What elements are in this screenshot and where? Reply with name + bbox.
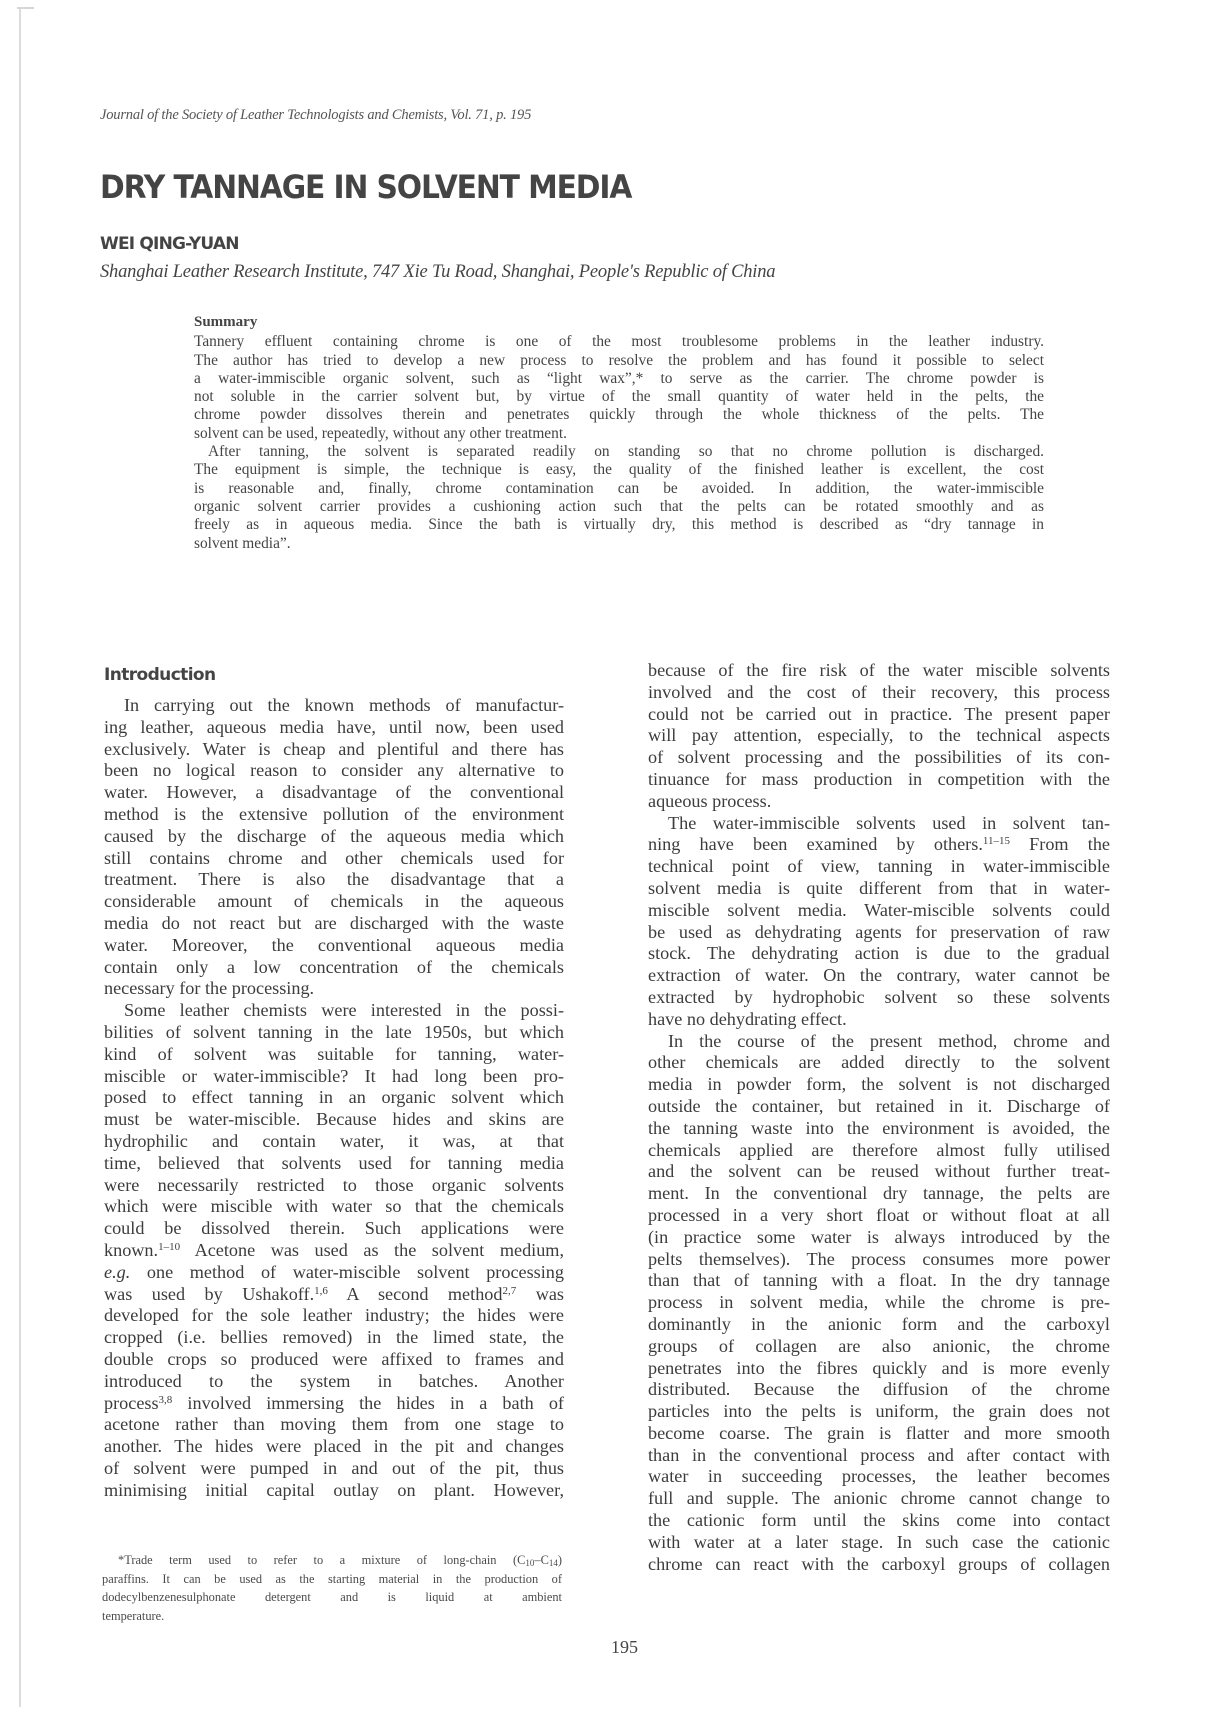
body-line: chemicals applied are therefore almost fully utilised bbox=[648, 1139, 1110, 1160]
citation: 1,6 bbox=[314, 1284, 328, 1297]
body-line: water. However, a disadvantage of the conventional bbox=[104, 782, 564, 803]
citation: 3,8 bbox=[158, 1393, 173, 1406]
body-line: extraction of water. On the contrary, water cannot be bbox=[648, 965, 1110, 986]
body-line: ing leather, aqueous media have, until now, been used bbox=[104, 716, 564, 737]
body-line: media do not react but are discharged with the waste bbox=[104, 912, 564, 933]
body-line: method is the extensive pollution of the environment bbox=[104, 803, 564, 824]
footnote-marker: * bbox=[118, 1553, 125, 1567]
body-line: because of the fire risk of the water miscible solvents bbox=[648, 660, 1110, 680]
body-line: miscible solvent media. Water-miscible solvents could bbox=[648, 899, 1110, 920]
page-number: 195 bbox=[611, 1637, 638, 1657]
body-line: media in powder form, the solvent is not discharged bbox=[648, 1074, 1110, 1095]
summary-line: The equipment is simple, the technique is easy, the quality of the finished leather is excellent, the cost bbox=[194, 461, 1044, 479]
body-line: penetrates into the fibres quickly and is more evenly bbox=[648, 1357, 1110, 1378]
scan-edge-top bbox=[17, 7, 34, 9]
body-text: was bbox=[535, 1283, 564, 1304]
body-line: be used as dehydrating agents for preservation of raw bbox=[648, 921, 1110, 942]
summary-line: organic solvent carrier provides a cushioning action such that the pelts can be rotated smoothly and as bbox=[194, 497, 1044, 515]
summary bbox=[194, 313, 1044, 553]
summary-heading: Summary bbox=[194, 314, 258, 330]
body-line: another. The hides were placed in the pit and changes bbox=[104, 1436, 564, 1457]
citation: 1–10 bbox=[158, 1240, 181, 1253]
body-line: In carrying out the known methods of manufactur- bbox=[124, 695, 564, 715]
body-line: In the course of the present method, chrome and bbox=[668, 1030, 1110, 1051]
journal-citation: Journal of the Society of Leather Technologists and Chemists, Vol. 71, p. 195 bbox=[100, 107, 532, 123]
article-title: DRY TANNAGE IN SOLVENT MEDIA bbox=[100, 168, 632, 206]
body-line: aqueous process. bbox=[648, 790, 772, 811]
footnote-line: paraffins. It can be used as the starting material in the production of bbox=[102, 1571, 562, 1586]
body-line: must be water-miscible. Because hides and skins are bbox=[104, 1109, 564, 1130]
body-line: could not be carried out in practice. The present paper bbox=[648, 703, 1110, 724]
body-line: will pay attention, especially, to the technical aspects bbox=[648, 725, 1110, 746]
summary-line: solvent media”. bbox=[194, 534, 291, 552]
body-line: groups of collagen are also anionic, the chrome bbox=[648, 1335, 1110, 1356]
body-line: extracted by hydrophobic solvent so these solvents bbox=[648, 986, 1110, 1007]
body-line bbox=[648, 834, 1110, 856]
body-text: ning have been examined by others. bbox=[648, 834, 983, 855]
left-column bbox=[104, 695, 564, 1501]
body-line: involved and the cost of their recovery, this process bbox=[648, 681, 1110, 702]
body-text: was used by Ushakoff. bbox=[104, 1283, 315, 1304]
author-affiliation: Shanghai Leather Research Institute, 747 Xie Tu Road, Shanghai, People's Republic of China bbox=[100, 262, 776, 282]
body-text: known. bbox=[104, 1239, 159, 1260]
body-line: the cationic form until the skins come into contact bbox=[648, 1510, 1110, 1531]
footnote-text: ) bbox=[557, 1553, 562, 1567]
body-line: other chemicals are added directly to the solvent bbox=[648, 1052, 1110, 1073]
body-line: than in the conventional process and after contact with bbox=[648, 1444, 1110, 1465]
footnote-line: dodecylbenzenesulphonate detergent and is liquid at ambient bbox=[102, 1590, 562, 1605]
body-line: solvent media is quite different from that in water- bbox=[648, 877, 1110, 898]
body-text: A second method bbox=[346, 1283, 503, 1304]
footnote-text: Trade term used to refer to a mixture of long-chain (C bbox=[124, 1553, 526, 1567]
body-line: technical point of view, tanning in water-immiscible bbox=[648, 856, 1110, 877]
body-line: dominantly in the anionic form and the carboxyl bbox=[648, 1313, 1110, 1334]
body-line: acetone rather than moving them from one stage to bbox=[104, 1414, 564, 1435]
body-line: of solvent were pumped in and out of the pit, thus bbox=[104, 1457, 564, 1478]
body-line: full and supple. The anionic chrome cannot change to bbox=[648, 1488, 1110, 1509]
body-line: were necessarily restricted to those organic solvents bbox=[104, 1174, 564, 1195]
body-line: become coarse. The grain is flatter and more smooth bbox=[648, 1422, 1110, 1443]
footnote-line: temperature. bbox=[102, 1608, 165, 1623]
body-line: time, believed that solvents used for tanning media bbox=[104, 1152, 564, 1173]
body-line: the tanning waste into the environment is avoided, the bbox=[648, 1117, 1110, 1138]
body-line: caused by the discharge of the aqueous media which bbox=[104, 825, 564, 846]
body-line: posed to effect tanning in an organic solvent which bbox=[104, 1087, 564, 1108]
body-line bbox=[104, 1284, 564, 1306]
footnote bbox=[102, 1551, 562, 1625]
body-text: process bbox=[104, 1392, 159, 1413]
scan-edge-left bbox=[19, 7, 21, 1707]
body-line: stock. The dehydrating action is due to the gradual bbox=[648, 943, 1110, 964]
body-line: treatment. There is also the disadvantage that a bbox=[104, 869, 564, 890]
introduction-heading: Introduction bbox=[104, 665, 216, 685]
body-line: Some leather chemists were interested in the possi- bbox=[124, 1000, 564, 1021]
body-line: kind of solvent was suitable for tanning, water- bbox=[104, 1043, 564, 1064]
body-line: water in succeeding processes, the leather becomes bbox=[648, 1466, 1110, 1487]
body-text: e.g. bbox=[104, 1261, 131, 1282]
body-line: ment. In the conventional dry tannage, the pelts are bbox=[648, 1183, 1110, 1204]
body-line: double crops so produced were affixed to frames and bbox=[104, 1348, 564, 1369]
body-line: contain only a low concentration of the chemicals bbox=[104, 956, 564, 977]
body-line: processed in a very short float or without float at all bbox=[648, 1204, 1110, 1225]
body-line: chrome can react with the carboxyl groups of collagen bbox=[648, 1553, 1110, 1574]
body-line: water. Moreover, the conventional aqueous media bbox=[104, 934, 564, 955]
footnote-line bbox=[102, 1551, 562, 1570]
body-line: bilities of solvent tanning in the late 1950s, but which bbox=[104, 1021, 564, 1042]
summary-line: not soluble in the carrier solvent but, by virtue of the small quantity of water held in the pelts, the bbox=[194, 388, 1044, 406]
body-line: than that of tanning with a float. In the dry tannage bbox=[648, 1270, 1110, 1291]
body-line: could be dissolved therein. Such applications were bbox=[104, 1218, 564, 1239]
body-line: considerable amount of chemicals in the aqueous bbox=[104, 891, 564, 912]
body-line: pelts themselves). The process consumes more power bbox=[648, 1248, 1110, 1269]
summary-line: is reasonable and, finally, chrome contamination can be avoided. In addition, the water-immiscible bbox=[194, 479, 1044, 497]
summary-line: After tanning, the solvent is separated readily on standing so that no chrome pollution is discharged. bbox=[208, 443, 1044, 461]
summary-line: Tannery effluent containing chrome is one of the most troublesome problems in the leather industry. bbox=[194, 333, 1044, 351]
body-text: From the bbox=[1029, 834, 1110, 855]
summary-line: The author has tried to develop a new process to resolve the problem and has found it possible to select bbox=[194, 351, 1044, 369]
body-line: The water-immiscible solvents used in solvent tan- bbox=[668, 812, 1110, 833]
body-line bbox=[104, 1262, 564, 1284]
body-line: cropped (i.e. bellies removed) in the limed state, the bbox=[104, 1327, 564, 1348]
body-line: (in practice some water is always introduced by the bbox=[648, 1226, 1110, 1247]
summary-line: chrome powder dissolves therein and penetrates quickly through the whole thickness of the pelts. The bbox=[194, 406, 1044, 424]
summary-line: a water-immiscible organic solvent, such as “light wax”,* to serve as the carrier. The chrome powder is bbox=[194, 369, 1044, 387]
body-line: process in solvent media, while the chrome is pre- bbox=[648, 1292, 1110, 1313]
body-line: have no dehydrating effect. bbox=[648, 1008, 847, 1029]
body-line bbox=[104, 1393, 564, 1415]
citation: 2,7 bbox=[502, 1284, 517, 1297]
body-line: necessary for the processing. bbox=[104, 978, 315, 999]
body-line: outside the container, but retained in it. Discharge of bbox=[648, 1095, 1110, 1116]
body-line: minimising initial capital outlay on plant. However, bbox=[104, 1479, 564, 1500]
body-line: particles into the pelts is uniform, the grain does not bbox=[648, 1401, 1110, 1422]
body-line bbox=[104, 1240, 564, 1262]
body-line: exclusively. Water is cheap and plentiful and there has bbox=[104, 738, 564, 759]
article-author: WEI QING-YUAN bbox=[100, 234, 239, 254]
body-line: developed for the sole leather industry; the hides were bbox=[104, 1305, 564, 1326]
body-text: involved immersing the hides in a bath of bbox=[187, 1392, 564, 1413]
body-line: which were miscible with water so that the chemicals bbox=[104, 1196, 564, 1217]
right-column bbox=[648, 660, 1110, 1575]
body-text: one method of water-miscible solvent processing bbox=[146, 1261, 564, 1282]
body-line: and the solvent can be reused without further treat- bbox=[648, 1161, 1110, 1182]
body-line: tinuance for mass production in competition with the bbox=[648, 768, 1110, 789]
body-line: with water at a later stage. In such case the cationic bbox=[648, 1531, 1110, 1552]
body-line: introduced to the system in batches. Another bbox=[104, 1370, 564, 1391]
body-text: Acetone was used as the solvent medium, bbox=[194, 1239, 565, 1260]
body-line: distributed. Because the diffusion of the chrome bbox=[648, 1379, 1110, 1400]
citation: 11–15 bbox=[982, 835, 1010, 848]
footnote-text: –C bbox=[534, 1553, 549, 1567]
body-line: miscible or water-immiscible? It had long been pro- bbox=[104, 1065, 564, 1086]
body-line: hydrophilic and contain water, it was, at that bbox=[104, 1130, 564, 1151]
subscript: 10 bbox=[525, 1558, 535, 1568]
body-line: been no logical reason to consider any alternative to bbox=[104, 760, 564, 781]
body-line: still contains chrome and other chemicals used for bbox=[104, 847, 564, 868]
subscript: 14 bbox=[548, 1558, 558, 1568]
body-line: of solvent processing and the possibilities of its con- bbox=[648, 747, 1110, 768]
summary-line: solvent can be used, repeatedly, without any other treatment. bbox=[194, 424, 567, 442]
summary-line: freely as in aqueous media. Since the bath is virtually dry, this method is described as “dry tannage in bbox=[194, 516, 1044, 534]
